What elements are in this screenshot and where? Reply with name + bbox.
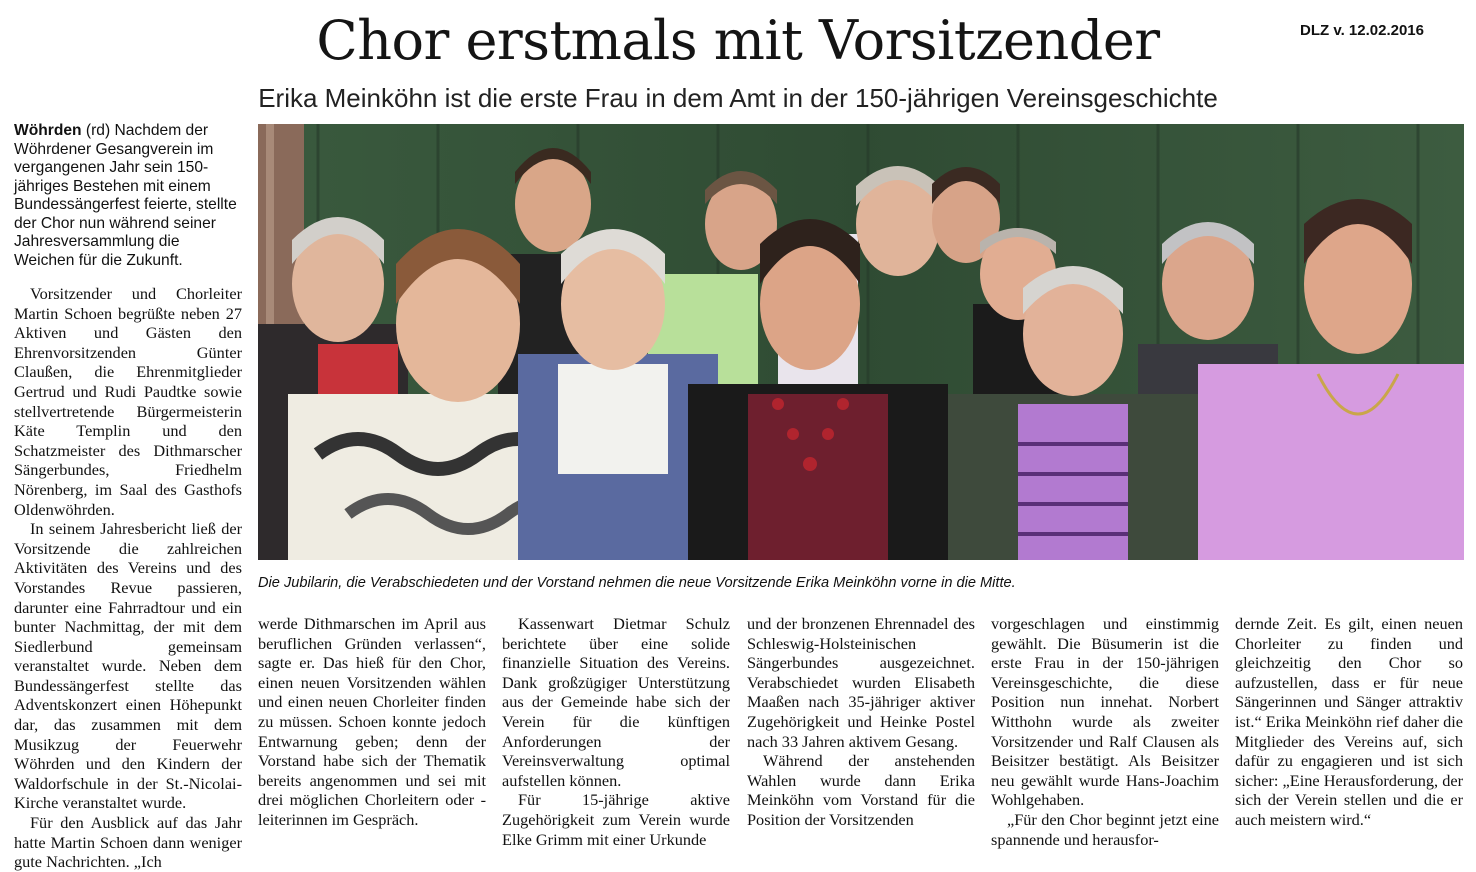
paragraph: Vorsitzender und Chorleiter Martin Schoen begrüßte neben 27 Aktiven und Gästen den Ehrenvorsitzenden Günter Claußen, die Ehrenmitglieder Gertrud und Rudi Paudtke sowie stellvertretende Bürgermeisterin Käte Templin und den Schatzmeister des Dithmarscher Sängerbundes, Friedhelm Nörenberg, im Saal des Gasthofs Oldenwöhrden. [14,284,242,519]
lead-place: Wöhrden [14,122,82,139]
paragraph: Kassenwart Dietmar Schulz berichtete über eine solide finanzielle Situation des Vereins. Dank großzügiger Unterstützung aus der Gemeinde habe sich der Verein für die künftigen Anforderungen der Vereinsverwaltung optimal aufstellen können. [502,614,730,790]
photo-caption: Die Jubilarin, die Verabschiedeten und der Vorstand nehmen die neue Vorsitzende Erika Meinköhn vorne in die Mitte. [258,575,1016,591]
paragraph: dernde Zeit. Es gilt, einen neuen Chorleiter zu finden und gleichzeitig den Chor so aufzustellen, dass er für neue Sängerinnen und Sänger attraktiv ist.“ Erika Meinköhn rief daher die Mitglieder des Vereins auf, sich dafür zu engagieren und ist sich sicher: „Eine Herausforderung, der sich der Verein stellen und die er auch meistern wird.“ [1235,614,1463,829]
article-column-6 [1235,614,1463,830]
article-column-5 [991,614,1219,849]
article-column-1 [14,122,242,872]
article-column-3 [502,614,730,849]
paragraph: Während der anstehenden Wahlen wurde dann Erika Meinköhn vom Vorstand für die Position der Vorsitzenden [747,751,975,829]
subheadline: Erika Meinköhn ist die erste Frau in dem Amt in der 150-jährigen Vereinsgeschichte [258,83,1218,113]
paragraph: „Für den Chor beginnt jetzt eine spannende und herausfor- [991,809,1219,849]
group-photo [258,124,1464,560]
headline: Chor erstmals mit Vorsitzender [316,9,1160,72]
paragraph: vorgeschlagen und einstimmig gewählt. Die Büsumerin ist die erste Frau in der 150-jährigen Vereinsgeschichte, die diese Position nun innehat. Norbert Witthohn wurde als zweiter Vorsitzender und Ralf Clausen als Beisitzer bestätigt. Als Beisitzer neu gewählt wurde Hans-Joachim Wohlgehaben. [991,614,1219,810]
paragraph: werde Dithmarschen im April aus beruflichen Gründen verlassen“, sagte er. Das hieß für den Chor, einen neuen Vorsitzenden wählen und einen neuen Chorleiter finden zu müssen. Schoen konnte jedoch Entwarnung geben; denn der Vorstand habe sich der Thematik bereits angenommen und sei mit drei möglichen Chorleitern oder -leiterinnen im Gespräch. [258,614,486,829]
dateline: DLZ v. 12.02.2016 [1300,22,1424,39]
paragraph: In seinem Jahresbericht ließ der Vorsitzende die zahlreichen Aktivitäten des Vereins und des Vorstandes Revue passieren, darunter eine Fahrradtour und ein bunter Nachmittag, der mit dem Siedlerbund gemeinsam veranstaltet wurde. Neben dem Bundessängerfest stellte das Adventskonzert einen Höhepunkt dar, das zusammen mit dem Musikzug der Feuerwehr Wöhrden und den Kindern der Waldorfschule in der St.-Nicolai-Kirche veranstaltet wurde. [14,519,242,813]
article-column-4 [747,614,975,830]
paragraph: Für den Ausblick auf das Jahr hatte Martin Schoen dann weniger gute Nachrichten. „Ich [14,813,242,872]
paragraph: und der bronzenen Ehrennadel des Schleswig-Holsteinischen Sängerbundes ausgezeichnet. Verabschiedet wurden Elisabeth Maaßen nach 35-jähriger aktiver Zugehörigkeit und Heinke Postel nach 33 Jahren aktivem Gesang. [747,614,975,751]
article-column-2 [258,614,486,830]
paragraph: Für 15-jährige aktive Zugehörigkeit zum Verein wurde Elke Grimm mit einer Urkunde [502,790,730,849]
lead-paragraph [14,122,242,270]
lead-text: (rd) Nachdem der Wöhrdener Gesangverein im vergangenen Jahr sein 150-jähriges Bestehen mit einem Bundessängerfest feierte, stellte der Chor nun während seiner Jahresversammlung die Weichen für die Zukunft. [14,122,237,269]
